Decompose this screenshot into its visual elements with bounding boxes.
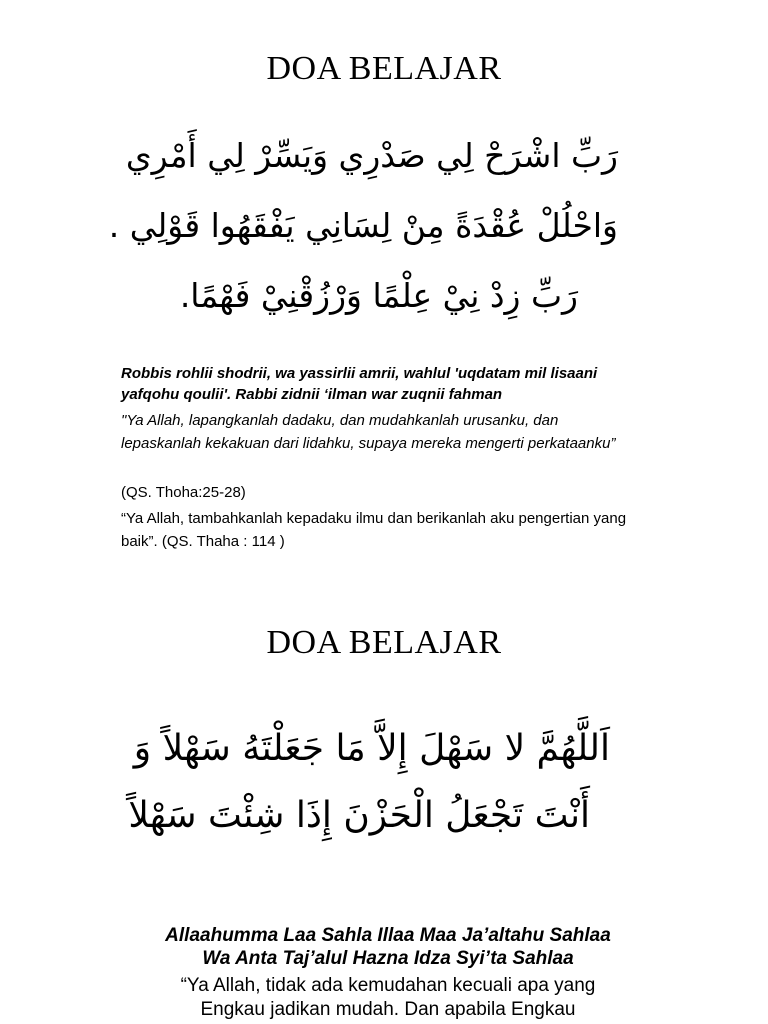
doa2-title: DOA BELAJAR [266,624,502,661]
doa2-translation-line-1: “Ya Allah, tidak ada kemudahan kecuali apa yang [180,975,596,996]
doa2-latin-line-2: Wa Anta Taj’alul Hazna Idza Syi’ta Sahlaa [202,948,574,969]
doa1-arabic-line-2: وَاحْلُلْ عُقْدَةً مِنْ لِسَانِي يَفْقَهُوا قَوْلِي . [108,206,618,245]
doa1-translation-2-text: “Ya Allah, tambahkanlah kepadaku ilmu dan berikanlah aku pengertian yang baik”. [121,510,627,550]
doa1-latin-transliteration: Robbis rohlii shodrii, wa yassirlii amrii, wahlul 'uqdatam mil lisaani yafqohu qoulii'. Rabbi zidnii ‘ilman war zuqnii fahman [121,365,598,403]
doa1-arabic-line-1: رَبِّ اشْرَحْ لِي صَدْرِي وَيَسِّرْ لِي أَمْرِي [125,136,618,175]
doa2-arabic-line-1: اَللَّهُمَّ لا سَهْلَ إِلاَّ مَا جَعَلْتَهُ سَهْلاً وَ [133,728,610,769]
doa1-arabic-line-3: رَبِّ زِدْ نِيْ عِلْمًا وَرْزُقْنِيْ فَهْمًا. [179,276,578,315]
doa2-translation-line-2: Engkau jadikan mudah. Dan apabila Engkau [200,999,576,1020]
doa1-reference-1: (QS. Thoha:25-28) [121,484,246,501]
doa1-reference-2: (QS. Thaha : 114 ) [157,533,285,550]
doa2-arabic-line-2: أَنْتَ تَجْعَلُ الْحَزْنَ إِذَا شِئْتَ سَهْلاً [128,795,590,836]
doa1-title: DOA BELAJAR [266,50,502,87]
doa2-latin-line-1: Allaahumma Laa Sahla Illaa Maa Ja’altahu Sahlaa [165,925,611,946]
doa1-translation-1 [121,409,641,455]
doa1-translation-1-text: "Ya Allah, lapangkanlah dadaku, dan mudahkanlah urusanku, dan lepaskanlah kekakuan dari lidahku, supaya mereka mengerti perkataanku” [121,412,616,452]
doa1-translation-2 [121,507,641,553]
